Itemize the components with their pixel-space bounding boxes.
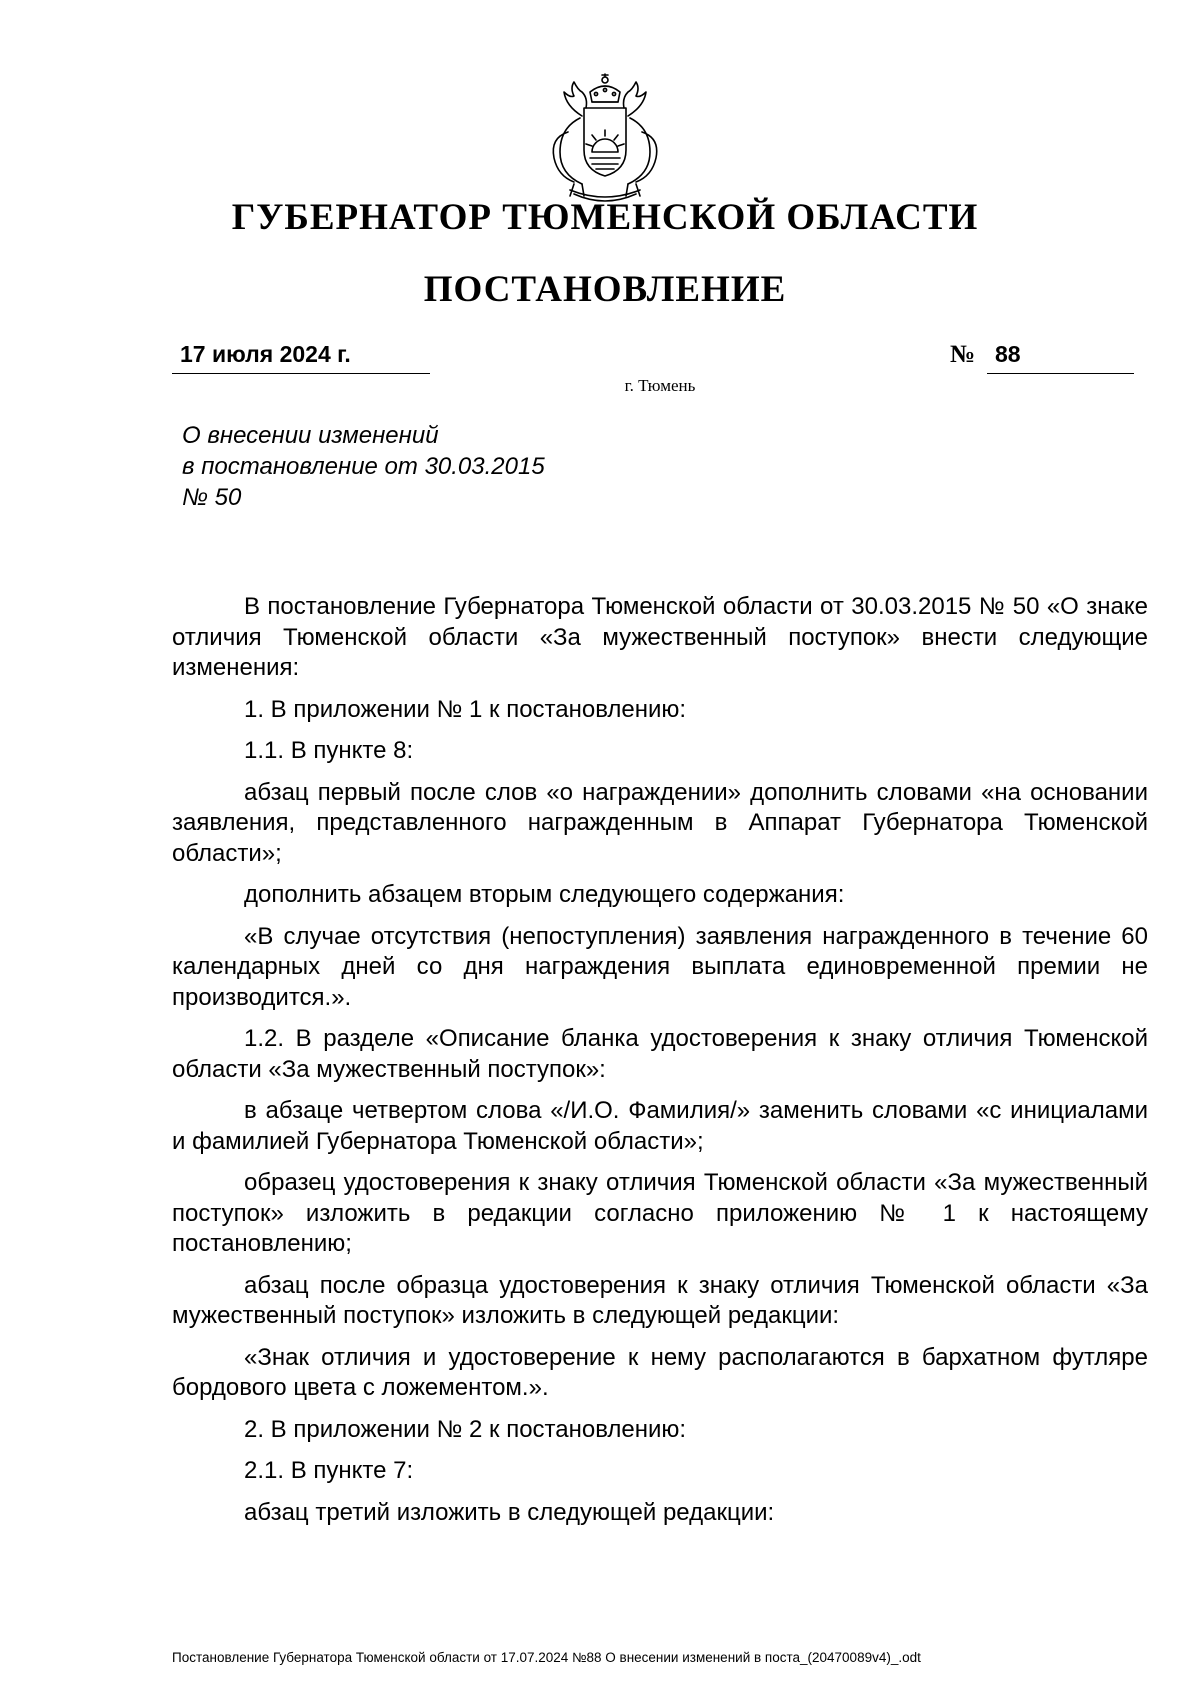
date-field bbox=[172, 343, 430, 374]
subject-line: О внесении изменений bbox=[182, 422, 439, 449]
body-paragraph: дополнить абзацем вторым следующего содержания: bbox=[244, 881, 845, 908]
body-paragraph: 1.1. В пункте 8: bbox=[244, 737, 414, 764]
document-body bbox=[172, 592, 1148, 1539]
body-paragraph: абзац после образца удостоверения к знаку отличия Тюменской области «За мужественный поступок» изложить в следующей редакции: bbox=[172, 1271, 1148, 1329]
document-number: 88 bbox=[995, 341, 1021, 367]
document-type-title: ПОСТАНОВЛЕНИЕ bbox=[423, 269, 787, 310]
body-paragraph: «Знак отличия и удостоверение к нему располагаются в бархатном футляре бордового цвета с ложементом.». bbox=[172, 1343, 1148, 1401]
body-paragraph: 1.2. В разделе «Описание бланка удостоверения к знаку отличия Тюменской области «За мужественный поступок»: bbox=[172, 1025, 1148, 1083]
body-paragraph: 1. В приложении № 1 к постановлению: bbox=[244, 695, 687, 723]
file-footer: Постановление Губернатора Тюменской области от 17.07.2024 №88 О внесении изменений в поста_(20470089v4)_.odt bbox=[172, 1650, 921, 1665]
coat-of-arms-icon bbox=[530, 58, 680, 208]
organization-title: ГУБЕРНАТОР ТЮМЕНСКОЙ ОБЛАСТИ bbox=[231, 197, 979, 238]
body-paragraph: «В случае отсутствия (непоступления) заявления награжденного в течение 60 календарных дней со дня награждения выплата единовременной премии не производится.». bbox=[172, 922, 1148, 1011]
body-paragraph: в абзаце четвертом слова «/И.О. Фамилия/» заменить словами «с инициалами и фамилией Губернатора Тюменской области»; bbox=[172, 1097, 1148, 1155]
city-label: г. Тюмень bbox=[624, 376, 696, 395]
number-label: № bbox=[950, 341, 976, 368]
document-subject bbox=[182, 420, 545, 513]
body-paragraph: образец удостоверения к знаку отличия Тюменской области «За мужественный поступок» изложить в редакции согласно приложению № 1 к настоящему постановлению; bbox=[172, 1169, 1148, 1257]
body-paragraph: 2.1. В пункте 7: bbox=[244, 1457, 414, 1484]
body-paragraph: абзац первый после слов «о награждении» дополнить словами «на основании заявления, представленного награжденным в Аппарат Губернатора Тюменской области»; bbox=[172, 778, 1148, 867]
document-date: 17 июля 2024 г. bbox=[180, 341, 351, 367]
body-paragraph: В постановление Губернатора Тюменской области от 30.03.2015 № 50 «О знаке отличия Тюменской области «За мужественный поступок» внести следующие изменения: bbox=[172, 593, 1148, 681]
subject-line: в постановление от 30.03.2015 bbox=[182, 453, 545, 480]
number-field bbox=[987, 343, 1134, 374]
body-paragraph: 2. В приложении № 2 к постановлению: bbox=[244, 1415, 687, 1443]
subject-line: № 50 bbox=[182, 484, 242, 511]
body-paragraph: абзац третий изложить в следующей редакции: bbox=[244, 1498, 775, 1526]
